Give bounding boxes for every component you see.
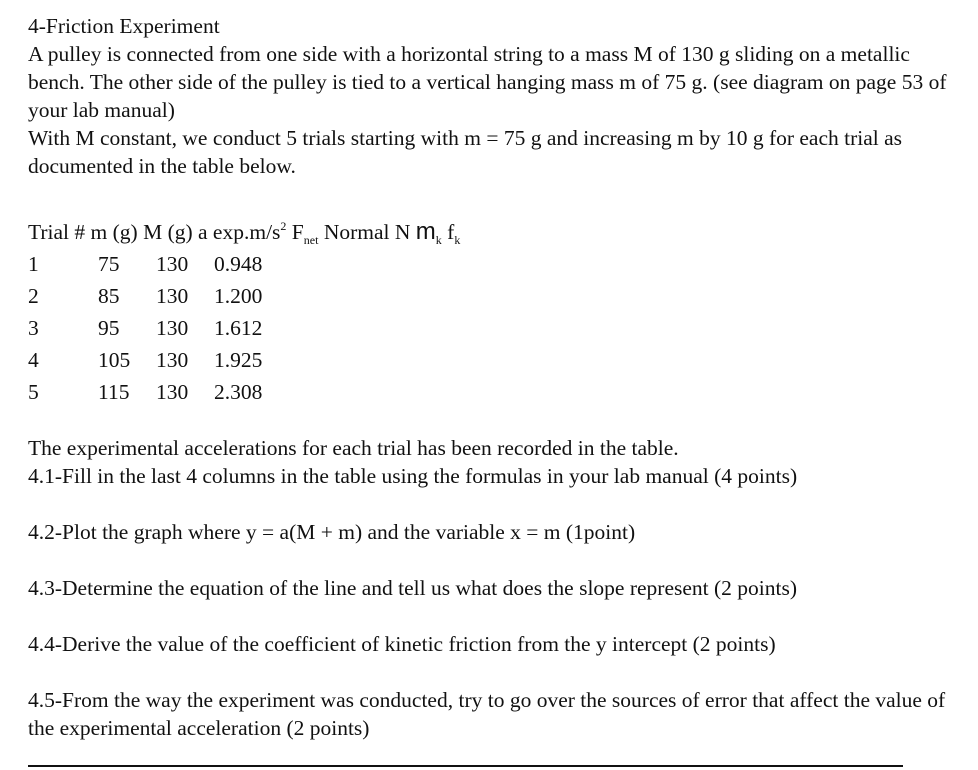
cell-M: 130 — [156, 283, 189, 308]
cell-trial: 5 — [28, 379, 39, 404]
header-M: M (g) — [143, 220, 193, 244]
table-row — [28, 280, 294, 312]
header-a-exp: a $\exp.m/s^2$ — [198, 219, 287, 244]
cell-m: 105 — [98, 347, 131, 372]
cell-trial: 3 — [28, 315, 39, 340]
cell-M: 130 — [156, 315, 189, 340]
header-fnet: $F_{net}$ — [291, 220, 319, 247]
question-4-1: 4.1-Fill in the last 4 columns in the table using the formulas in your lab manual (4 points) — [28, 464, 798, 488]
header-m: m (g) — [90, 220, 138, 244]
table-row — [28, 248, 294, 280]
cell-m: 75 — [98, 251, 120, 276]
question-4-5: 4.5-From the way the experiment was conducted, try to go over the sources of error that affect the value of the experimental acceleration (2 points) — [28, 688, 946, 740]
question-4-4: 4.4-Derive the value of the coefficient of kinetic friction from the y intercept (2 points) — [28, 632, 776, 656]
cell-M: 130 — [156, 379, 189, 404]
question-4-3: 4.3-Determine the equation of the line and tell us what does the slope represent (2 points) — [28, 576, 798, 600]
cell-trial: 4 — [28, 347, 39, 372]
cell-a: 1.200 — [214, 283, 263, 308]
table-row — [28, 344, 294, 376]
cell-m: 85 — [98, 283, 120, 308]
section-title: 4-Friction Experiment — [28, 14, 220, 38]
cell-a: 1.925 — [214, 347, 263, 372]
questions-section — [28, 434, 958, 742]
header-mu-k: $m_k$ — [415, 218, 442, 247]
cell-m: 115 — [98, 379, 130, 404]
cell-a: 0.948 — [214, 251, 263, 276]
procedure-paragraph: With M constant, we conduct 5 trials starting with m = 75 g and increasing m by 10 g for each trial as documented in the table below. — [28, 126, 903, 178]
data-table — [28, 248, 294, 408]
cell-a: 2.308 — [214, 379, 263, 404]
document-body — [28, 12, 958, 180]
cell-m: 95 — [98, 315, 120, 340]
header-trial: Trial # — [28, 220, 86, 244]
intro-paragraph: A pulley is connected from one side with a horizontal string to a mass M of 130 g sliding on a metallic bench. The other side of the pulley is tied to a vertical hanging mass m of 75 g. (see diagram on page 53 of your lab manual) — [28, 42, 947, 122]
cell-a: 1.612 — [214, 315, 263, 340]
cell-trial: 1 — [28, 251, 39, 276]
table-row — [28, 376, 294, 408]
cell-M: 130 — [156, 347, 189, 372]
table-row — [28, 312, 294, 344]
header-fk: $f_k$ — [447, 220, 461, 247]
cell-M: 130 — [156, 251, 189, 276]
accelerations-note: The experimental accelerations for each trial has been recorded in the table. — [28, 436, 679, 460]
cell-trial: 2 — [28, 283, 39, 308]
header-normal: Normal N — [323, 220, 411, 244]
horizontal-rule — [28, 765, 903, 767]
question-4-2: 4.2-Plot the graph where y = a(M + m) and the variable x = m (1point) — [28, 520, 636, 544]
